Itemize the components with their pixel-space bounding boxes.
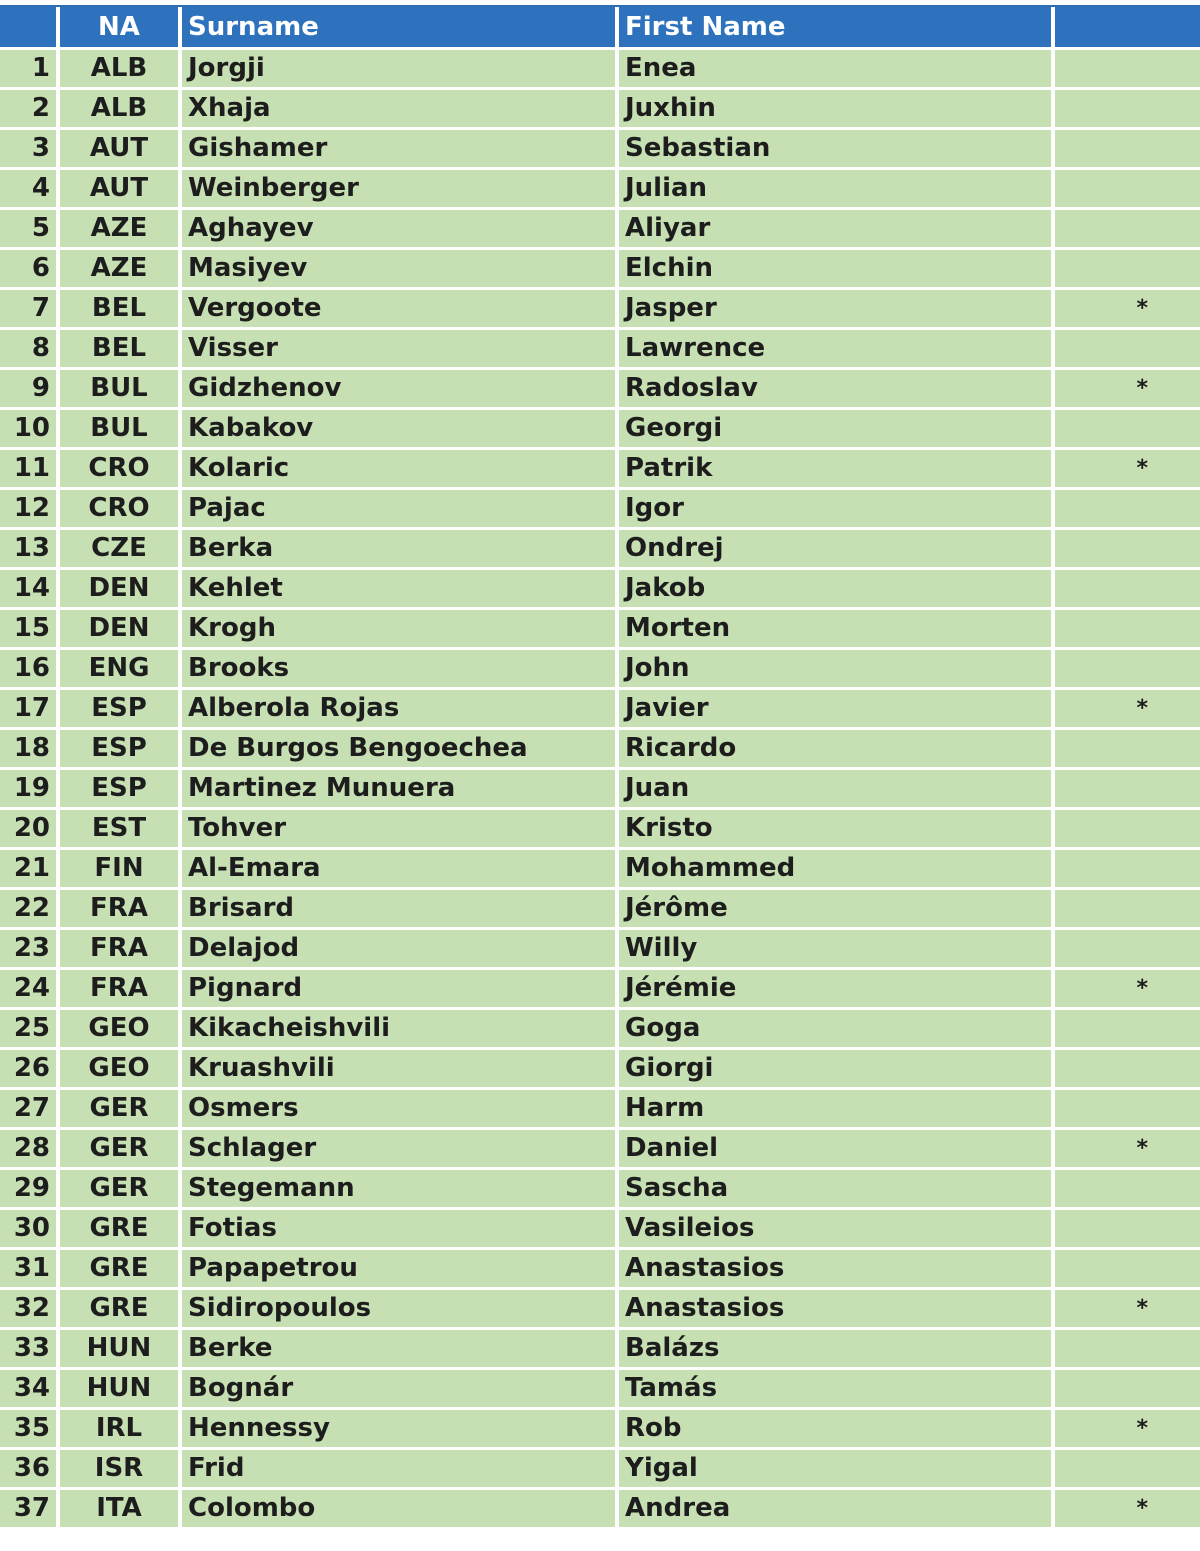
cell-first-name[interactable]: Radoslav xyxy=(619,370,1055,410)
cell-first-name[interactable]: Lawrence xyxy=(619,330,1055,370)
cell-first-name[interactable]: Sascha xyxy=(619,1170,1055,1210)
table-row xyxy=(0,610,1200,650)
table-row xyxy=(0,850,1200,890)
cell-surname[interactable]: Jorgji xyxy=(182,50,619,90)
cell-nation[interactable]: FIN xyxy=(60,850,182,890)
cell-mark[interactable] xyxy=(1055,650,1200,690)
table-row xyxy=(0,210,1200,250)
cell-mark[interactable]: * xyxy=(1055,290,1200,330)
table-row xyxy=(0,650,1200,690)
cell-surname[interactable]: Kikacheishvili xyxy=(182,1010,619,1050)
table-row xyxy=(0,50,1200,90)
cell-first-name[interactable]: Aliyar xyxy=(619,210,1055,250)
cell-surname[interactable]: Gishamer xyxy=(182,130,619,170)
cell-number[interactable]: 25 xyxy=(0,1010,60,1050)
cell-mark[interactable]: * xyxy=(1055,690,1200,730)
table-row xyxy=(0,1330,1200,1370)
cell-mark[interactable] xyxy=(1055,890,1200,930)
cell-nation[interactable]: HUN xyxy=(60,1370,182,1410)
cell-number[interactable]: 37 xyxy=(0,1490,60,1530)
cell-mark[interactable] xyxy=(1055,1330,1200,1370)
cell-surname[interactable]: Berka xyxy=(182,530,619,570)
cell-surname[interactable]: Masiyev xyxy=(182,250,619,290)
cell-surname[interactable]: Stegemann xyxy=(182,1170,619,1210)
cell-mark[interactable] xyxy=(1055,1210,1200,1250)
cell-nation[interactable]: DEN xyxy=(60,570,182,610)
cell-mark[interactable]: * xyxy=(1055,370,1200,410)
cell-first-name[interactable]: Ondrej xyxy=(619,530,1055,570)
cell-nation[interactable]: FRA xyxy=(60,890,182,930)
cell-nation[interactable]: AUT xyxy=(60,170,182,210)
cell-surname[interactable]: Fotias xyxy=(182,1210,619,1250)
cell-number[interactable]: 24 xyxy=(0,970,60,1010)
table-row xyxy=(0,410,1200,450)
cell-surname[interactable]: Al-Emara xyxy=(182,850,619,890)
cell-mark[interactable] xyxy=(1055,410,1200,450)
cell-first-name[interactable]: Anastasios xyxy=(619,1250,1055,1290)
cell-mark[interactable]: * xyxy=(1055,1410,1200,1450)
cell-number[interactable]: 15 xyxy=(0,610,60,650)
cell-number[interactable]: 17 xyxy=(0,690,60,730)
cell-first-name[interactable]: Ricardo xyxy=(619,730,1055,770)
cell-number[interactable]: 16 xyxy=(0,650,60,690)
cell-number[interactable]: 5 xyxy=(0,210,60,250)
cell-first-name[interactable]: Julian xyxy=(619,170,1055,210)
cell-surname[interactable]: Berke xyxy=(182,1330,619,1370)
table-row xyxy=(0,810,1200,850)
cell-number[interactable]: 22 xyxy=(0,890,60,930)
cell-nation[interactable]: CRO xyxy=(60,490,182,530)
cell-nation[interactable]: CZE xyxy=(60,530,182,570)
cell-nation[interactable]: IRL xyxy=(60,1410,182,1450)
cell-mark[interactable] xyxy=(1055,130,1200,170)
cell-nation[interactable]: GRE xyxy=(60,1210,182,1250)
cell-number[interactable]: 7 xyxy=(0,290,60,330)
cell-surname[interactable]: Frid xyxy=(182,1450,619,1490)
cell-first-name[interactable]: Jasper xyxy=(619,290,1055,330)
cell-surname[interactable]: Aghayev xyxy=(182,210,619,250)
cell-number[interactable]: 28 xyxy=(0,1130,60,1170)
cell-mark[interactable] xyxy=(1055,850,1200,890)
cell-number[interactable]: 32 xyxy=(0,1290,60,1330)
table-row xyxy=(0,890,1200,930)
cell-number[interactable]: 27 xyxy=(0,1090,60,1130)
cell-nation[interactable]: DEN xyxy=(60,610,182,650)
cell-number[interactable]: 30 xyxy=(0,1210,60,1250)
cell-surname[interactable]: Vergoote xyxy=(182,290,619,330)
table-row xyxy=(0,290,1200,330)
cell-surname[interactable]: De Burgos Bengoechea xyxy=(182,730,619,770)
cell-number[interactable]: 34 xyxy=(0,1370,60,1410)
cell-number[interactable]: 2 xyxy=(0,90,60,130)
cell-first-name[interactable]: Enea xyxy=(619,50,1055,90)
top-border xyxy=(0,0,1200,7)
cell-surname[interactable]: Xhaja xyxy=(182,90,619,130)
cell-first-name[interactable]: Anastasios xyxy=(619,1290,1055,1330)
cell-number[interactable]: 13 xyxy=(0,530,60,570)
cell-first-name[interactable]: Giorgi xyxy=(619,1050,1055,1090)
cell-first-name[interactable]: Jérôme xyxy=(619,890,1055,930)
cell-mark[interactable]: * xyxy=(1055,1290,1200,1330)
cell-surname[interactable]: Hennessy xyxy=(182,1410,619,1450)
cell-nation[interactable]: GRE xyxy=(60,1250,182,1290)
cell-surname[interactable]: Pignard xyxy=(182,970,619,1010)
referee-table xyxy=(0,7,1200,1530)
cell-number[interactable]: 14 xyxy=(0,570,60,610)
cell-mark[interactable] xyxy=(1055,1090,1200,1130)
cell-nation[interactable]: GER xyxy=(60,1090,182,1130)
cell-number[interactable]: 10 xyxy=(0,410,60,450)
cell-first-name[interactable]: Jérémie xyxy=(619,970,1055,1010)
cell-number[interactable]: 9 xyxy=(0,370,60,410)
cell-mark[interactable] xyxy=(1055,170,1200,210)
cell-mark[interactable] xyxy=(1055,810,1200,850)
table-row xyxy=(0,1010,1200,1050)
cell-first-name[interactable]: Javier xyxy=(619,690,1055,730)
table-row xyxy=(0,530,1200,570)
cell-mark[interactable] xyxy=(1055,250,1200,290)
cell-first-name[interactable]: Kristo xyxy=(619,810,1055,850)
cell-number[interactable]: 11 xyxy=(0,450,60,490)
cell-nation[interactable]: AZE xyxy=(60,210,182,250)
cell-first-name[interactable]: Andrea xyxy=(619,1490,1055,1530)
cell-mark[interactable] xyxy=(1055,50,1200,90)
cell-nation[interactable]: CRO xyxy=(60,450,182,490)
cell-nation[interactable]: AZE xyxy=(60,250,182,290)
table-row xyxy=(0,450,1200,490)
cell-number[interactable]: 23 xyxy=(0,930,60,970)
cell-surname[interactable]: Alberola Rojas xyxy=(182,690,619,730)
table-row xyxy=(0,770,1200,810)
cell-first-name[interactable]: Juxhin xyxy=(619,90,1055,130)
cell-first-name[interactable]: Patrik xyxy=(619,450,1055,490)
cell-surname[interactable]: Kolaric xyxy=(182,450,619,490)
cell-first-name[interactable]: Goga xyxy=(619,1010,1055,1050)
cell-nation[interactable]: GRE xyxy=(60,1290,182,1330)
cell-nation[interactable]: ALB xyxy=(60,90,182,130)
cell-nation[interactable]: EST xyxy=(60,810,182,850)
table-body xyxy=(0,50,1200,1530)
cell-first-name[interactable]: Daniel xyxy=(619,1130,1055,1170)
table-row xyxy=(0,370,1200,410)
cell-number[interactable]: 12 xyxy=(0,490,60,530)
cell-nation[interactable]: ITA xyxy=(60,1490,182,1530)
cell-nation[interactable]: ESP xyxy=(60,770,182,810)
cell-first-name[interactable]: Mohammed xyxy=(619,850,1055,890)
header-mark[interactable] xyxy=(1055,7,1200,50)
cell-surname[interactable]: Bognár xyxy=(182,1370,619,1410)
cell-mark[interactable]: * xyxy=(1055,1130,1200,1170)
cell-nation[interactable]: ENG xyxy=(60,650,182,690)
cell-first-name[interactable]: Vasileios xyxy=(619,1210,1055,1250)
table-row xyxy=(0,1170,1200,1210)
cell-first-name[interactable]: Yigal xyxy=(619,1450,1055,1490)
cell-surname[interactable]: Weinberger xyxy=(182,170,619,210)
cell-nation[interactable]: GEO xyxy=(60,1010,182,1050)
table-row xyxy=(0,1050,1200,1090)
cell-number[interactable]: 29 xyxy=(0,1170,60,1210)
cell-number[interactable]: 21 xyxy=(0,850,60,890)
cell-number[interactable]: 19 xyxy=(0,770,60,810)
cell-mark[interactable]: * xyxy=(1055,1490,1200,1530)
cell-mark[interactable] xyxy=(1055,1010,1200,1050)
cell-first-name[interactable]: Jakob xyxy=(619,570,1055,610)
table-row xyxy=(0,970,1200,1010)
cell-nation[interactable]: BEL xyxy=(60,290,182,330)
cell-mark[interactable] xyxy=(1055,1170,1200,1210)
cell-mark[interactable] xyxy=(1055,770,1200,810)
cell-surname[interactable]: Sidiropoulos xyxy=(182,1290,619,1330)
cell-number[interactable]: 3 xyxy=(0,130,60,170)
cell-surname[interactable]: Tohver xyxy=(182,810,619,850)
cell-mark[interactable] xyxy=(1055,210,1200,250)
cell-surname[interactable]: Brooks xyxy=(182,650,619,690)
cell-nation[interactable]: GER xyxy=(60,1130,182,1170)
cell-number[interactable]: 33 xyxy=(0,1330,60,1370)
cell-mark[interactable] xyxy=(1055,570,1200,610)
cell-number[interactable]: 35 xyxy=(0,1410,60,1450)
cell-surname[interactable]: Colombo xyxy=(182,1490,619,1530)
header-na[interactable]: NA xyxy=(60,7,182,50)
cell-first-name[interactable]: Willy xyxy=(619,930,1055,970)
cell-nation[interactable]: BUL xyxy=(60,370,182,410)
cell-nation[interactable]: BUL xyxy=(60,410,182,450)
cell-surname[interactable]: Visser xyxy=(182,330,619,370)
cell-surname[interactable]: Papapetrou xyxy=(182,1250,619,1290)
cell-surname[interactable]: Pajac xyxy=(182,490,619,530)
cell-mark[interactable] xyxy=(1055,1050,1200,1090)
table-row xyxy=(0,90,1200,130)
header-surname[interactable]: Surname xyxy=(182,7,619,50)
cell-mark[interactable] xyxy=(1055,1250,1200,1290)
cell-first-name[interactable]: Tamás xyxy=(619,1370,1055,1410)
cell-number[interactable]: 31 xyxy=(0,1250,60,1290)
table-row xyxy=(0,1290,1200,1330)
cell-mark[interactable]: * xyxy=(1055,450,1200,490)
header-row xyxy=(0,7,1200,50)
cell-number[interactable]: 36 xyxy=(0,1450,60,1490)
cell-nation[interactable]: ESP xyxy=(60,690,182,730)
cell-mark[interactable] xyxy=(1055,530,1200,570)
cell-first-name[interactable]: Balázs xyxy=(619,1330,1055,1370)
table-row xyxy=(0,250,1200,290)
cell-surname[interactable]: Krogh xyxy=(182,610,619,650)
cell-mark[interactable] xyxy=(1055,490,1200,530)
table-row xyxy=(0,1370,1200,1410)
cell-surname[interactable]: Schlager xyxy=(182,1130,619,1170)
cell-mark[interactable] xyxy=(1055,1450,1200,1490)
cell-number[interactable]: 20 xyxy=(0,810,60,850)
table-row xyxy=(0,690,1200,730)
cell-surname[interactable]: Kehlet xyxy=(182,570,619,610)
table-row xyxy=(0,1490,1200,1530)
table-row xyxy=(0,170,1200,210)
cell-number[interactable]: 18 xyxy=(0,730,60,770)
cell-nation[interactable]: AUT xyxy=(60,130,182,170)
header-first-name[interactable]: First Name xyxy=(619,7,1055,50)
cell-first-name[interactable]: Sebastian xyxy=(619,130,1055,170)
cell-surname[interactable]: Kruashvili xyxy=(182,1050,619,1090)
table-row xyxy=(0,570,1200,610)
cell-first-name[interactable]: Morten xyxy=(619,610,1055,650)
cell-first-name[interactable]: John xyxy=(619,650,1055,690)
cell-surname[interactable]: Gidzhenov xyxy=(182,370,619,410)
cell-mark[interactable] xyxy=(1055,90,1200,130)
cell-nation[interactable]: GER xyxy=(60,1170,182,1210)
cell-nation[interactable]: HUN xyxy=(60,1330,182,1370)
cell-first-name[interactable]: Harm xyxy=(619,1090,1055,1130)
cell-mark[interactable]: * xyxy=(1055,970,1200,1010)
table-row xyxy=(0,1450,1200,1490)
cell-nation[interactable]: ALB xyxy=(60,50,182,90)
cell-number[interactable]: 4 xyxy=(0,170,60,210)
cell-number[interactable]: 8 xyxy=(0,330,60,370)
table-row xyxy=(0,1410,1200,1450)
cell-surname[interactable]: Martinez Munuera xyxy=(182,770,619,810)
table-row xyxy=(0,1250,1200,1290)
cell-mark[interactable] xyxy=(1055,330,1200,370)
cell-nation[interactable]: ISR xyxy=(60,1450,182,1490)
cell-mark[interactable] xyxy=(1055,930,1200,970)
cell-number[interactable]: 26 xyxy=(0,1050,60,1090)
cell-nation[interactable]: FRA xyxy=(60,970,182,1010)
table-row xyxy=(0,1090,1200,1130)
table-row xyxy=(0,730,1200,770)
cell-nation[interactable]: GEO xyxy=(60,1050,182,1090)
table-row xyxy=(0,1210,1200,1250)
cell-first-name[interactable]: Elchin xyxy=(619,250,1055,290)
header-num[interactable] xyxy=(0,7,60,50)
cell-mark[interactable] xyxy=(1055,610,1200,650)
table-row xyxy=(0,330,1200,370)
cell-nation[interactable]: BEL xyxy=(60,330,182,370)
table-row xyxy=(0,930,1200,970)
table-row xyxy=(0,130,1200,170)
cell-first-name[interactable]: Juan xyxy=(619,770,1055,810)
table-row xyxy=(0,1130,1200,1170)
cell-surname[interactable]: Kabakov xyxy=(182,410,619,450)
table-row xyxy=(0,490,1200,530)
cell-first-name[interactable]: Georgi xyxy=(619,410,1055,450)
cell-first-name[interactable]: Igor xyxy=(619,490,1055,530)
cell-surname[interactable]: Osmers xyxy=(182,1090,619,1130)
cell-nation[interactable]: ESP xyxy=(60,730,182,770)
cell-mark[interactable] xyxy=(1055,730,1200,770)
cell-first-name[interactable]: Rob xyxy=(619,1410,1055,1450)
cell-surname[interactable]: Brisard xyxy=(182,890,619,930)
cell-nation[interactable]: FRA xyxy=(60,930,182,970)
cell-mark[interactable] xyxy=(1055,1370,1200,1410)
cell-surname[interactable]: Delajod xyxy=(182,930,619,970)
cell-number[interactable]: 6 xyxy=(0,250,60,290)
cell-number[interactable]: 1 xyxy=(0,50,60,90)
